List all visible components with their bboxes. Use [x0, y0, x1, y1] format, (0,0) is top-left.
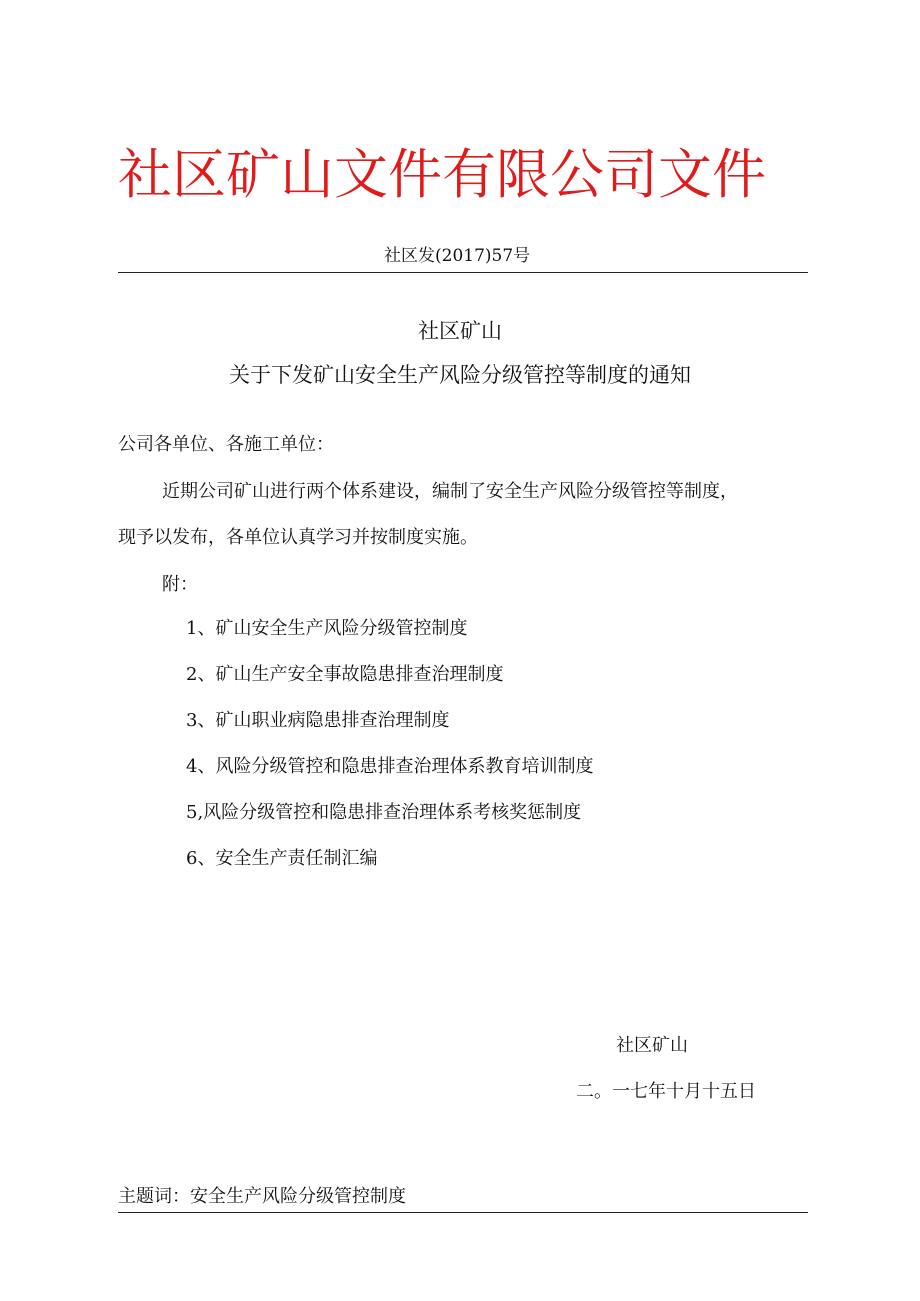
signature-org: 社区矿山 — [616, 1035, 688, 1056]
document-number: 社区发(2017)57号 — [384, 246, 531, 266]
signature-date: 二。一七年十月十五日 — [576, 1081, 756, 1102]
footer-divider — [118, 1212, 808, 1213]
attachment-item: 4、风险分级管控和隐患排查治理体系教育培训制度 — [186, 756, 594, 777]
notice-title: 关于下发矿山安全生产风险分级管控等制度的通知 — [229, 363, 691, 387]
attachment-list — [186, 617, 593, 893]
attachment-item: 2、矿山生产安全事故隐患排查治理制度 — [186, 664, 504, 685]
attachment-item: 1、矿山安全生产风险分级管控制度 — [186, 618, 468, 639]
attachment-item: 5,风险分级管控和隐患排查治理体系考核奖惩制度 — [186, 802, 582, 823]
header-divider — [118, 272, 808, 273]
document-header-title: 社区矿山文件有限公司文件 — [118, 143, 766, 206]
body-paragraph-line-2: 现予以发布，各单位认真学习并按制度实施。 — [118, 527, 478, 548]
salutation: 公司各单位、各施工单位： — [118, 434, 334, 455]
subject-keywords: 主题词：安全生产风险分级管控制度 — [118, 1186, 406, 1207]
attachment-item: 3、矿山职业病隐患排查治理制度 — [186, 710, 450, 731]
notice-issuer: 社区矿山 — [418, 319, 502, 343]
body-paragraph-line-1: 近期公司矿山进行两个体系建设，编制了安全生产风险分级管控等制度， — [162, 481, 738, 502]
attachment-label: 附： — [162, 574, 198, 595]
attachment-item: 6、安全生产责任制汇编 — [186, 848, 378, 869]
